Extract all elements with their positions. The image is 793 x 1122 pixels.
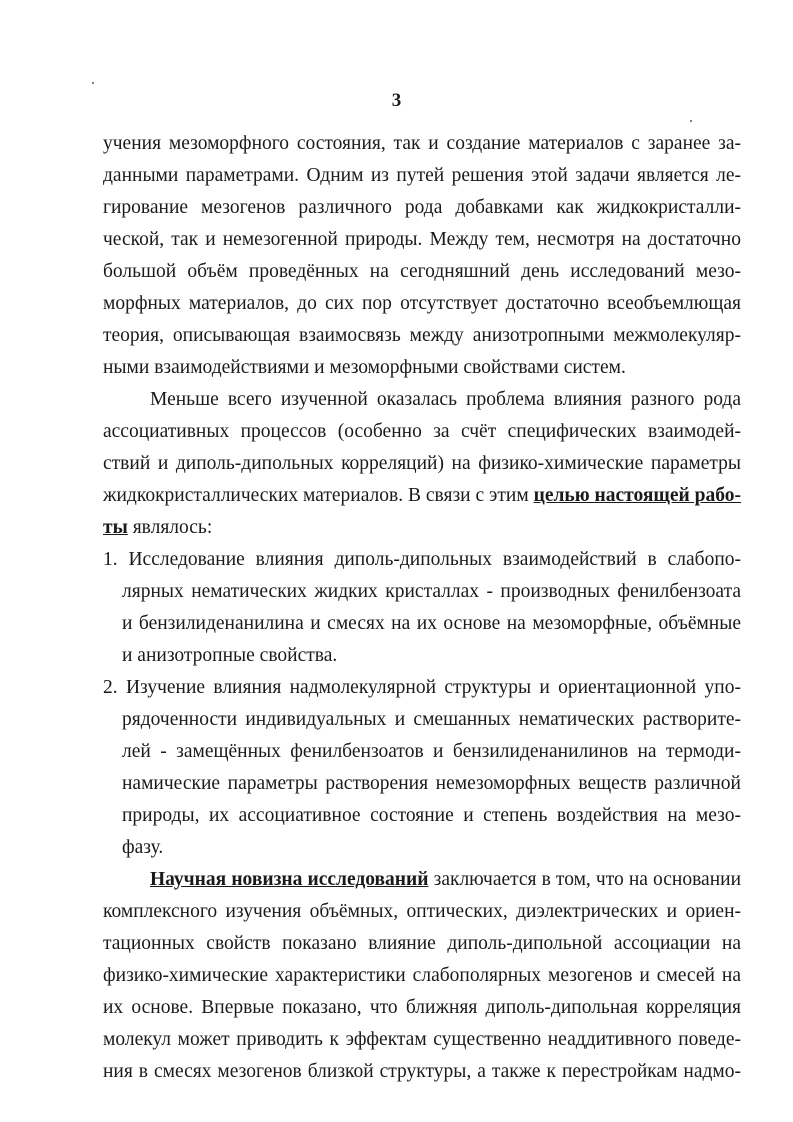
list-item-line: и бензилиденанилина и смесях на их основе на мезоморфные, объёмные: [122, 613, 741, 634]
highlight-term-novelty: Научная новизна исследований: [150, 869, 429, 890]
text-line: комплексного изучения объёмных, оптических, диэлектрических и ориен-: [103, 901, 741, 922]
text-line: теория, описывающая взаимосвязь между анизотропными межмолекуляр-: [103, 325, 741, 346]
text-line: большой объём проведённых на сегодняшний день исследований мезо-: [103, 261, 741, 282]
text-line: данными параметрами. Одним из путей решения этой задачи является ле-: [103, 165, 741, 186]
text-line: ческой, так и немезогенной природы. Между тем, несмотря на достаточно: [103, 229, 741, 250]
text-segment: жидкокристаллических материалов. В связи с этим: [103, 485, 534, 506]
list-item-2: 2. Изучение влияния надмолекулярной структуры и ориентационной упо-: [103, 677, 741, 698]
text-line: [103, 512, 212, 543]
list-item-line: фазу.: [122, 837, 164, 858]
list-item-1: 1. Исследование влияния диполь-дипольных взаимодействий в слабопо-: [103, 549, 741, 570]
text-line: физико-химические характеристики слабополярных мезогенов и смесей на: [103, 965, 741, 986]
text-line: Меньше всего изученной оказалась проблема влияния разного рода: [150, 389, 741, 410]
text-line: учения мезоморфного состояния, так и создание материалов с заранее за-: [103, 133, 741, 154]
text-line: ствий и диполь-дипольных корреляций) на физико-химические параметры: [103, 453, 741, 474]
text-line: ния в смесях мезогенов близкой структуры, а также к перестройкам надмо-: [103, 1061, 741, 1082]
text-line: их основе. Впервые показано, что ближняя диполь-дипольная корреляция: [103, 997, 741, 1018]
text-line: ассоциативных процессов (особенно за счёт специфических взаимодей-: [103, 421, 741, 442]
page-number: 3: [391, 90, 402, 111]
text-line: [150, 864, 741, 895]
text-segment: являлось:: [127, 517, 213, 538]
list-item-line: намические параметры растворения немезоморфных веществ различной: [122, 773, 741, 794]
list-item-line: и анизотропные свойства.: [122, 645, 338, 666]
text-line: тационных свойств показано влияние диполь-дипольной ассоциации на: [103, 933, 741, 954]
list-item-line: рядоченности индивидуальных и смешанных нематических растворите-: [122, 709, 741, 730]
text-segment: заключается в том, что на основании: [428, 869, 742, 890]
text-line: морфных материалов, до сих пор отсутствует достаточно всеобъемлющая: [103, 293, 741, 314]
text-line: гирование мезогенов различного рода добавками как жидкокристалли-: [103, 197, 741, 218]
scan-speck: [690, 120, 692, 122]
scan-speck: [92, 82, 94, 84]
list-item-line: природы, их ассоциативное состояние и степень воздействия на мезо-: [122, 805, 741, 826]
list-item-line: лярных нематических жидких кристаллах - производных фенилбензоата: [122, 581, 741, 602]
list-item-line: лей - замещённых фенилбензоатов и бензилиденанилинов на термоди-: [122, 741, 741, 762]
text-line: [103, 480, 741, 511]
text-line: молекул может приводить к эффектам существенно неаддитивного поведе-: [103, 1029, 741, 1050]
text-line: ными взаимодействиями и мезоморфными свойствами систем.: [103, 357, 626, 378]
highlight-term-aim: целью настоящей рабо-: [533, 485, 741, 506]
highlight-term-aim-end: ты: [103, 517, 128, 538]
